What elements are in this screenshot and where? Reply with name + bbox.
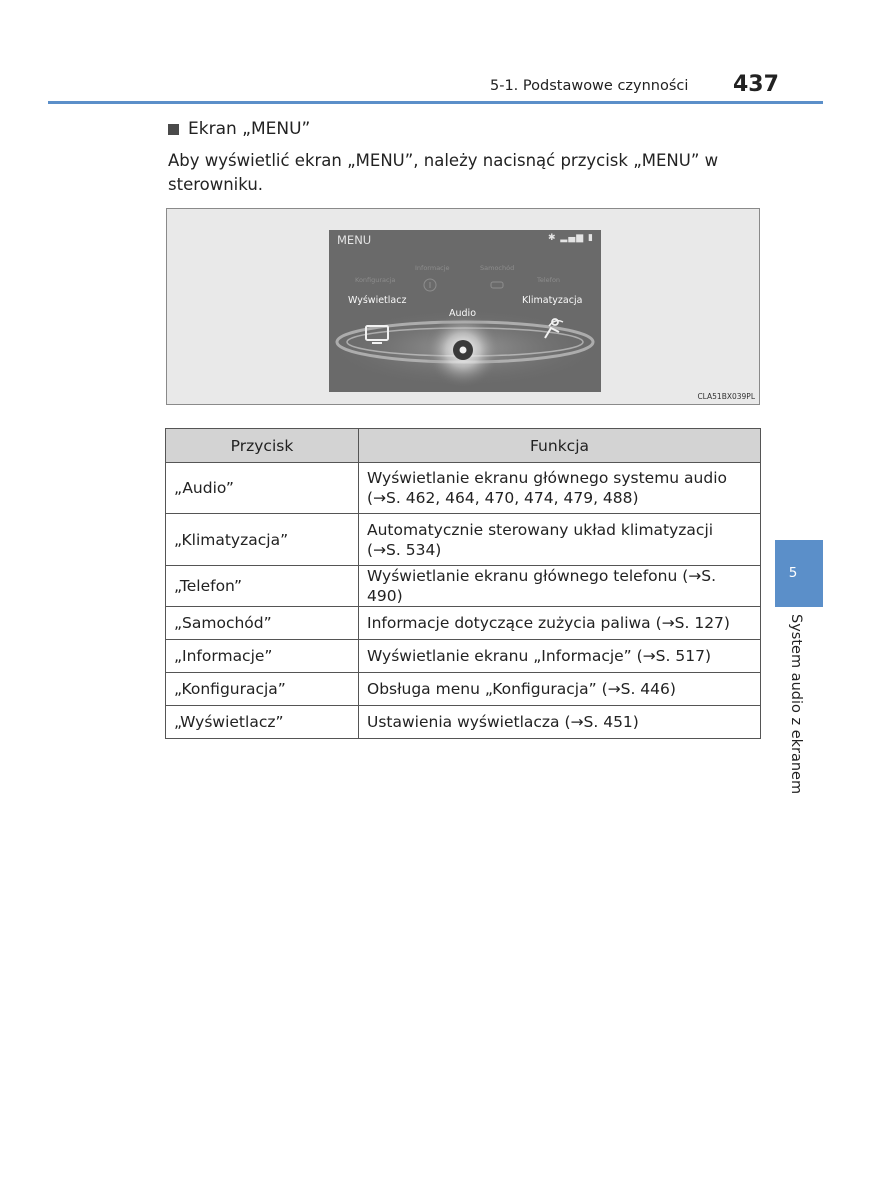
table-row [166, 706, 761, 739]
label-wyswietlacz: Wyświetlacz [348, 295, 407, 306]
bullet-square-icon [168, 124, 179, 135]
faint-item-samochod: Samochód [480, 264, 515, 272]
table-row [166, 607, 761, 640]
audio-disc-icon [453, 340, 473, 360]
button-cell: „Klimatyzacja” [166, 514, 359, 566]
chapter-title: System audio z ekranem [788, 614, 804, 795]
table-row [166, 640, 761, 673]
column-header-funkcja: Funkcja [359, 429, 761, 463]
figure-code: CLA51BX039PL [697, 392, 755, 401]
table-row [166, 673, 761, 706]
column-header-przycisk: Przycisk [166, 429, 359, 463]
function-line: Automatycznie sterowany układ klimatyzacji [367, 520, 714, 539]
function-cell: Wyświetlanie ekranu „Informacje” (→S. 517) [359, 640, 761, 673]
faint-item-konfiguracja: Konfiguracja [355, 276, 396, 284]
function-cell: Informacje dotyczące zużycia paliwa (→S. 127) [359, 607, 761, 640]
running-header-section: 5-1. Podstawowe czynności [490, 78, 689, 94]
table-row [166, 566, 761, 607]
button-cell: „Audio” [166, 463, 359, 514]
button-cell: „Telefon” [166, 566, 359, 607]
label-audio: Audio [449, 308, 477, 319]
section-heading [168, 119, 310, 139]
menu-screen-title: MENU [337, 233, 372, 247]
status-icons: ✱ ▂▄▆ ▮ [548, 233, 594, 243]
table-row [166, 514, 761, 566]
info-icon [424, 279, 436, 291]
function-cell: Ustawienia wyświetlacza (→S. 451) [359, 706, 761, 739]
button-cell: „Informacje” [166, 640, 359, 673]
chapter-number: 5 [788, 565, 798, 581]
faint-item-informacje: Informacje [415, 264, 450, 272]
button-cell: „Wyświetlacz” [166, 706, 359, 739]
function-line: (→S. 462, 464, 470, 474, 479, 488) [367, 489, 639, 507]
function-cell [359, 514, 761, 566]
table-row [166, 463, 761, 514]
menu-screen-figure [166, 208, 760, 405]
function-cell: Wyświetlanie ekranu głównego telefonu (→S. 490) [359, 566, 761, 607]
chapter-tab [775, 540, 823, 607]
function-table [165, 428, 761, 739]
button-cell: „Konfiguracja” [166, 673, 359, 706]
label-klimatyzacja: Klimatyzacja [522, 295, 583, 306]
intro-paragraph: Aby wyświetlić ekran „MENU”, należy nacisnąć przycisk „MENU” w sterowniku. [168, 151, 719, 194]
page-number: 437 [733, 72, 779, 97]
section-title-text: Ekran „MENU” [188, 119, 311, 139]
faint-item-telefon: Telefon [537, 276, 561, 284]
button-cell: „Samochód” [166, 607, 359, 640]
table-header-row [166, 429, 761, 463]
menu-screen [329, 230, 601, 392]
function-line: (→S. 534) [367, 540, 442, 559]
function-line: Wyświetlanie ekranu głównego systemu audio [367, 469, 728, 487]
function-cell: Obsługa menu „Konfiguracja” (→S. 446) [359, 673, 761, 706]
car-icon [491, 282, 503, 288]
header-rule [48, 101, 823, 104]
function-cell [359, 463, 761, 514]
